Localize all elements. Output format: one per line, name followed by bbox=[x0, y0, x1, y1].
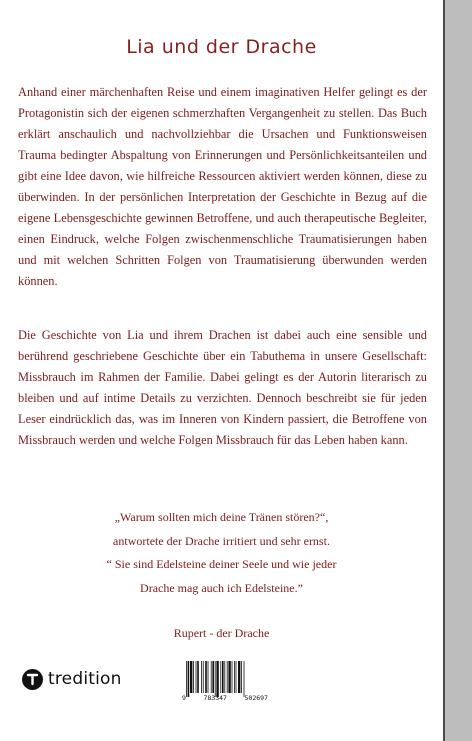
publisher-logo bbox=[22, 666, 122, 692]
tredition-logo-icon bbox=[22, 669, 43, 690]
isbn-group-1: 783347 bbox=[203, 694, 227, 702]
isbn-prefix: 9 bbox=[182, 694, 186, 702]
publisher-name: tredition bbox=[48, 669, 122, 689]
book-title: Lia und der Drache bbox=[126, 36, 317, 58]
blurb-paragraph-2: Die Geschichte von Lia und ihrem Drachen ist dabei auch eine sensible und berührend geschriebene Geschichte über ein Tabuthema in unsere Gesellschaft: Missbrauch im Rahmen der Familie. Dabei gelingt es der Autorin literarisch zu bleiben und auf intime Details zu verzichten. Dennoch beschreibt sie für jeden Leser eindrücklich das, was im Inneren von Kindern passiert, die Betroffene von Missbrauch werden und welche Folgen Missbrauch für das Leben haben kann. bbox=[18, 328, 427, 447]
book-spine bbox=[445, 0, 472, 741]
quote-line: antwortete der Drache irritiert und sehr ernst. bbox=[113, 533, 330, 548]
isbn-digits bbox=[182, 694, 268, 702]
isbn-group-2: 502697 bbox=[244, 694, 268, 702]
quote-line: „Warum sollten mich deine Tränen stören?“, bbox=[114, 510, 329, 524]
quote-line: “ Sie sind Edelsteine deiner Seele und wie jeder bbox=[106, 557, 337, 571]
blurb-paragraph-1: Anhand einer märchenhaften Reise und einem imaginativen Helfer gelingt es der Protagonistin sich der eigenen schmerzhaften Vergangenheit zu stellen. Das Buch erklärt anschaulich und nachvollziehbar die Ursachen und Funktionsweisen Trauma bedingter Abspaltung von Erinnerungen und Persönlichkeitsanteilen und gibt eine Idee davon, wie hilfreiche Ressourcen aktiviert werden können, diese zu überwinden. In der persönlichen Interpretation der Geschichte in Bezug auf die eigene Lebensgeschichte gewinnen Betroffene, und auch therapeutische Begleiter, einen Eindruck, welche Folgen zwischenmenschliche Traumatisierungen haben und mit welchen Schritten Folgen von Traumatisierung überwunden werden können. bbox=[18, 85, 427, 288]
quote-author: Rupert - der Drache bbox=[173, 626, 270, 640]
quote-block bbox=[0, 506, 443, 600]
quote-line: Drache mag auch ich Edelsteine.” bbox=[140, 580, 303, 595]
